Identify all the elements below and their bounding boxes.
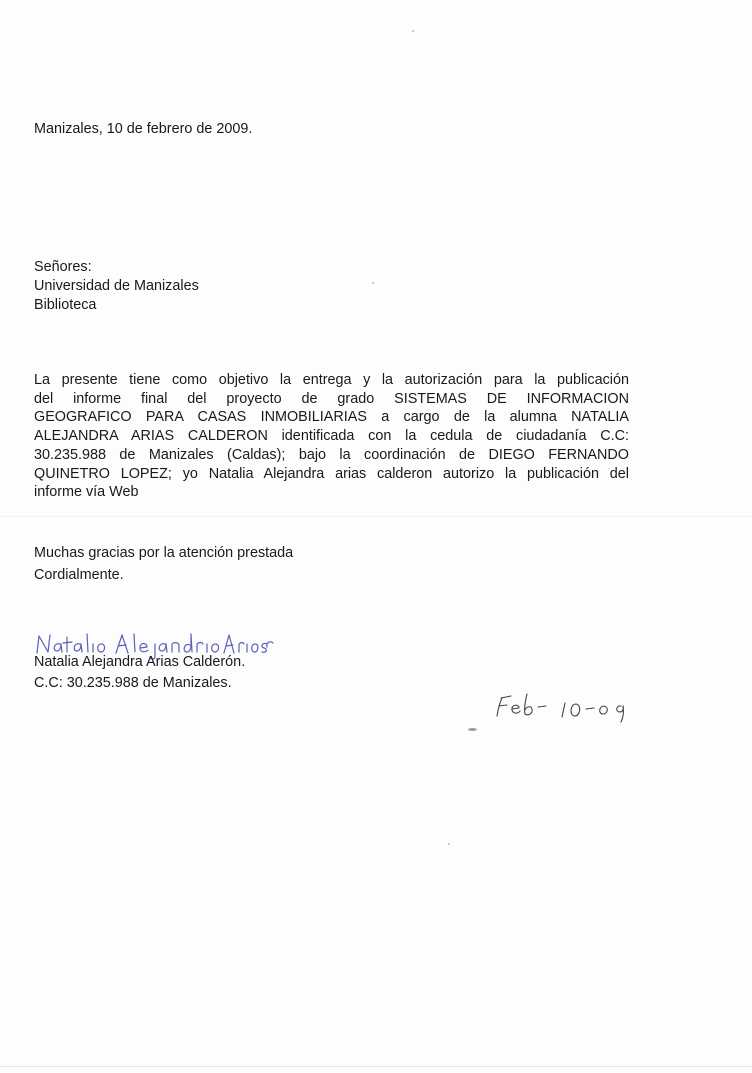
body-line: La presente tiene como objetivo la entrega y la autorización para la publicación <box>34 372 629 388</box>
closing-thanks: Muchas gracias por la atención prestada <box>34 545 294 561</box>
letter-body <box>34 371 629 502</box>
scan-speck <box>448 843 450 845</box>
body-line: GEOGRAFICO PARA CASAS INMOBILIARIAS a cargo de la alumna NATALIA <box>34 409 629 426</box>
body-line: informe vía Web <box>34 484 139 501</box>
letter-date: Manizales, 10 de febrero de 2009. <box>34 121 253 137</box>
body-line: del informe final del proyecto de grado SISTEMAS DE INFORMACION <box>34 390 629 407</box>
signer-name: Natalia Alejandra Arias Calderón. <box>34 654 246 670</box>
scan-artifact <box>0 1066 752 1067</box>
closing-regards: Cordialmente. <box>34 567 124 583</box>
body-line: QUINETRO LOPEZ; yo Natalia Alejandra arias calderon autorizo la publicación del <box>34 465 629 482</box>
scan-speck <box>412 30 414 32</box>
recipient-block <box>34 258 199 315</box>
scan-speck <box>372 282 374 284</box>
recipient-salutation: Señores: <box>34 259 92 275</box>
body-line: 30.235.988 de Manizales (Caldas); bajo la coordinación de DIEGO FERNANDO <box>34 446 629 463</box>
scan-artifact <box>0 516 752 517</box>
signer-block <box>34 653 245 695</box>
recipient-institution: Universidad de Manizales <box>34 278 199 294</box>
scan-speck <box>468 728 477 731</box>
closing-block <box>34 544 293 588</box>
signer-id: C.C: 30.235.988 de Manizales. <box>34 675 232 691</box>
recipient-department: Biblioteca <box>34 297 97 313</box>
body-line: ALEJANDRA ARIAS CALDERON identificada con la cedula de ciudadanía C.C: <box>34 428 629 445</box>
handwritten-date <box>494 690 634 724</box>
